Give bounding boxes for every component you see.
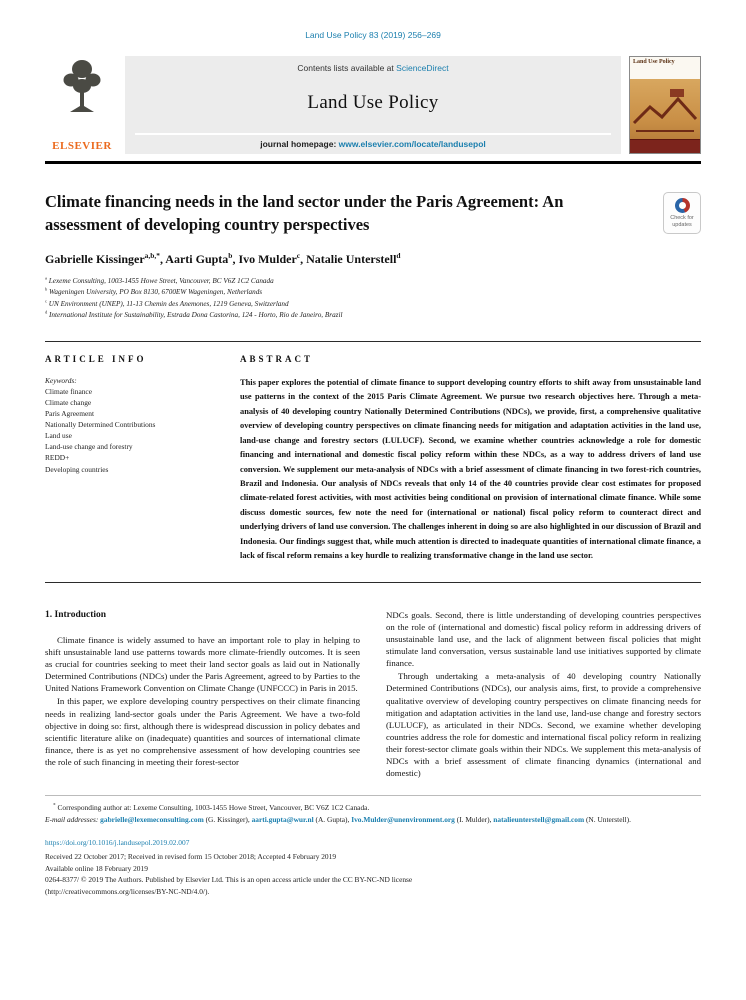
body-columns xyxy=(45,609,701,780)
keyword: Nationally Determined Contributions xyxy=(45,420,156,430)
article-title: Climate financing needs in the land sector under the Paris Agreement: An assessment of developing country perspectives xyxy=(45,192,564,235)
doi-link[interactable]: https://doi.org/10.1016/j.landusepol.2019.02.007 xyxy=(45,837,190,847)
article-info-heading: ARTICLE INFO xyxy=(45,353,147,364)
keyword: Land use xyxy=(45,431,72,441)
keyword: Climate change xyxy=(45,397,92,407)
journal-reference: Land Use Policy 83 (2019) 256–269 xyxy=(305,30,441,40)
corresponding-author-note: * Corresponding author at: Lexeme Consulting, 1003-1455 Howe Street, Vancouver, BC V6Z 1C2 Canada. xyxy=(53,802,370,813)
header-divider xyxy=(45,161,701,164)
affiliation: $^d$ International Institute for Sustainability, Estrada Dona Castorina, 124 - Horto, Rio de Janeiro, Brazil xyxy=(45,309,343,319)
body-paragraph: Climate finance is widely assumed to have an important role to play in helping to shift unsustainable land use patterns towards more climate-friendly outcomes. It is seen as crucial for countries seeking to meet their land sector goals as laid out in Nationally Determined Contributions (NDCs) under the Paris Agreement, agreed to by Parties to the United Nations Framework Convention on Climate Change (UNFCCC) in Paris in 2015. xyxy=(45,634,360,694)
sciencedirect-link[interactable]: ScienceDirect xyxy=(396,63,449,73)
elsevier-logo xyxy=(45,56,125,154)
footnote-block xyxy=(45,802,701,824)
keyword: Land-use change and forestry xyxy=(45,442,133,452)
keyword: Developing countries xyxy=(45,464,109,474)
journal-cover-thumbnail[interactable] xyxy=(629,56,701,154)
author-list xyxy=(45,252,701,267)
journal-cover-footer xyxy=(630,139,700,153)
doi-line xyxy=(45,837,701,848)
affiliation-list xyxy=(45,276,701,321)
author: Aarti Gupta$^b$ , xyxy=(165,252,238,266)
body-paragraph: In this paper, we explore developing country perspectives on their climate financing needs in realizing land-sector goals under the Paris Agreement. We have a two-fold objective in doing so: first, although there is widespread discussion in policy debates and scientific literature alike on (inadequate) quantities and sources of international climate finance, there is as yet no comprehensive assessment of how developing countries see the role of such financing in meeting their forest-sector xyxy=(45,696,360,768)
contents-line: Contents lists available at ScienceDirect xyxy=(297,63,449,73)
keyword: Climate finance xyxy=(45,386,92,396)
email-link[interactable]: gabrielle@lexemeconsulting.com xyxy=(100,814,204,824)
journal-homepage-link[interactable]: www.elsevier.com/locate/landusepol xyxy=(338,139,486,149)
title-row xyxy=(45,190,701,236)
affiliation: $^b$ Wageningen University, PO Box 8130, 6700EW Wageningen, Netherlands xyxy=(45,286,263,297)
abstract-heading: ABSTRACT xyxy=(240,353,314,364)
email-link[interactable]: aarti.gupta@wur.nl xyxy=(251,814,314,824)
author: Ivo Mulder$^c$ , xyxy=(238,252,306,266)
body-paragraph: Through undertaking a meta-analysis of 40 developing country Nationally Determined Contributions (NDCs), our analysis aims, first, to provide a comprehensive qualitative overview of developing country perspectives on climate financing needs for mitigation and adaptation activities in the land use, land-use change and forestry sectors (LULUCF), as articulated in their NDCs. Second, we examine whether developing countries address the role for domestic and international fiscal policy reform in realizing their forest-sector climate goals within their NDCs. We supplement this meta-analysis of NDCs with a brief assessment of climate financing dynamics (international and domestic) xyxy=(386,671,701,779)
affiliation: $^a$ Lexeme Consulting, 1003-1455 Howe Street, Vancouver, BC V6Z 1C2 Canada xyxy=(45,275,274,286)
affiliation: $^c$ UN Environment (UNEP), 11-13 Chemin des Anemones, 1219 Geneva, Switzerland xyxy=(45,298,289,308)
elsevier-tree-icon xyxy=(60,58,104,119)
journal-cover-image xyxy=(630,79,700,139)
abstract-text: This paper explores the potential of climate finance to support developing country efforts to shift away from unsustainable land use patterns in the context of the 2015 Paris Climate Agreement. We pursue two research objectives here. Through a meta-analysis of 40 developing country Nationally Determined Contributions (NDCs), we provide, first, a comprehensive qualitative overview of developing country perspectives on climate financing needs for mitigation and adaptation activities in the land use, land-use change and forestry sectors (LULUCF). Second, we examine whether countries acknowledge a role for domestic financing and international and domestic fiscal policy reform within these NDCs, as a way to address drivers of land use conversion. We supplement our meta-analysis of NDCs with a brief assessment of climate financing in two forest-rich countries, Brazil and Indonesia. Our analysis of NDCs reveals that only 14 of the 40 countries provide clear cost estimates for proposed climate-related forest activities, with most activities being conditional on provision of international climate finance. While some discuss domestic sources, few note the need for (international or national) fiscal policy reform to counteract direct and underlying drivers of land use conversion. The challenges inherent in doing so are also highlighted in our discussion of Brazil and Indonesia. Our findings suggest that, while much attention is directed to inadequate quantities of international climate finance, a lack of fiscal reform remains a key hurdle to realizing transformative change in the land use sector. xyxy=(240,377,701,561)
email-addresses-line: E-mail addresses: gabrielle@lexemeconsulting.com (G. Kissinger), aarti.gupta@wur.nl (A. Gupta), Ivo.Mulder@unenvironment.org (I. Mulder), natalieunterstell@gmail.com (N. Unterstell). xyxy=(45,814,631,824)
abstract-column xyxy=(240,354,701,564)
keyword: Paris Agreement xyxy=(45,409,95,419)
homepage-line: journal homepage: www.elsevier.com/locate/landusepol xyxy=(135,133,611,154)
footnote-divider xyxy=(45,795,701,796)
article-footer xyxy=(45,837,701,897)
article-info-abstract xyxy=(45,342,701,583)
author: Gabrielle Kissinger$^{a,b,*}$ , xyxy=(45,252,165,266)
elsevier-wordmark: ELSEVIER xyxy=(52,140,112,152)
keywords-label: Keywords: xyxy=(45,375,77,385)
body-column-right xyxy=(386,609,701,780)
keyword: REDD+ xyxy=(45,453,70,463)
body-column-left xyxy=(45,609,360,780)
license-url: (http://creativecommons.org/licenses/BY-NC-ND/4.0/). xyxy=(45,886,210,896)
check-for-updates-badge[interactable]: Check for updates xyxy=(663,192,701,234)
received-dates: Received 22 October 2017; Received in revised form 15 October 2018; Accepted 4 February 2019 xyxy=(45,852,337,862)
section-heading-introduction: 1. Introduction xyxy=(45,609,107,620)
journal-header xyxy=(45,56,701,154)
article-info-column xyxy=(45,354,240,564)
check-for-updates-icon xyxy=(675,198,690,213)
author: Natalie Unterstell$^d$ xyxy=(306,251,401,267)
journal-cover-header xyxy=(630,57,700,79)
body-paragraph: NDCs goals. Second, there is little understanding of developing countries perspectives on the role of (international and domestic) fiscal policy reform in addressing drivers of unsustainable land use, and the lack of alignment between fiscal policies that might stimulate land conversation, versus sustainable land use initiatives supported by climate finance. xyxy=(386,609,701,669)
journal-header-box xyxy=(125,56,621,154)
journal-title: Land Use Policy xyxy=(307,92,439,113)
email-link[interactable]: natalieunterstell@gmail.com xyxy=(493,814,585,824)
email-link[interactable]: Ivo.Mulder@unenvironment.org xyxy=(351,814,455,824)
available-online: Available online 18 February 2019 xyxy=(45,863,148,873)
journal-cover-title: Land Use Policy xyxy=(633,59,675,65)
email-label: E-mail addresses: xyxy=(45,814,99,824)
copyright-line: 0264-8377/ © 2019 The Authors. Published by Elsevier Ltd. This is an open access article under the CC BY-NC-ND license xyxy=(45,875,413,885)
